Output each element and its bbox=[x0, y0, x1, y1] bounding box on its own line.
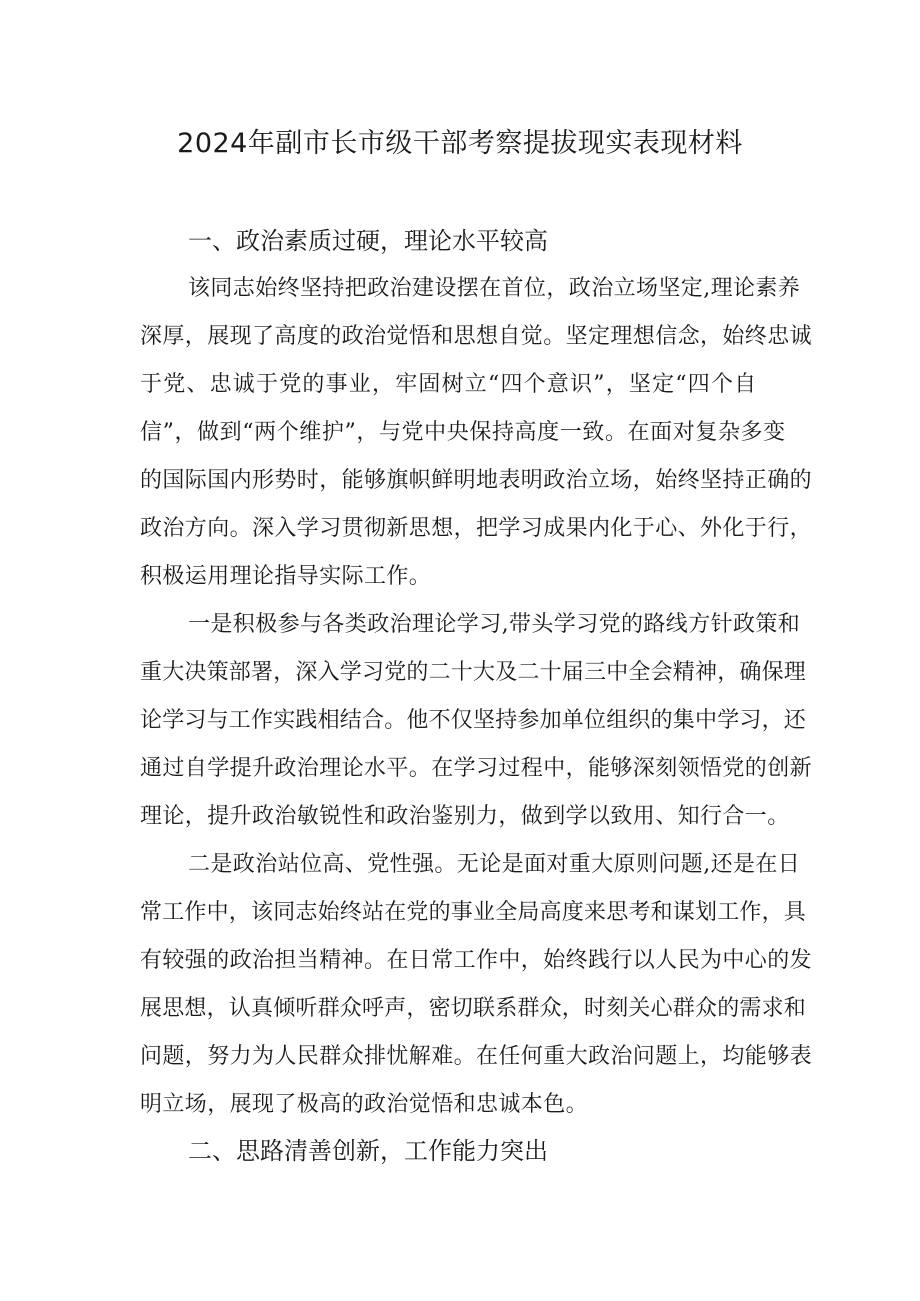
paragraph-line: 政治方向。深入学习贯彻新思想，把学习成果内化于心、外化于行， bbox=[140, 516, 813, 541]
paragraph-line: 明立场，展现了极高的政治觉悟和忠诚本色。 bbox=[140, 1092, 589, 1117]
paragraph-line: 常工作中，该同志始终站在党的事业全局高度来思考和谋划工作，具 bbox=[140, 900, 807, 925]
document-title: 2024年副市长市级干部考察提拔现实表现材料 bbox=[177, 128, 743, 159]
paragraph-line: 二是政治站位高、党性强。无论是面对重大原则问题,还是在日 bbox=[188, 852, 801, 877]
paragraph-line: 展思想，认真倾听群众呼声，密切联系群众，时刻关心群众的需求和 bbox=[140, 996, 807, 1021]
paragraph-line: 通过自学提升政治理论水平。在学习过程中，能够深刻领悟党的创新 bbox=[140, 756, 813, 781]
paragraph-line: 积极运用理论指导实际工作。 bbox=[140, 564, 432, 589]
paragraph-line: 该同志始终坚持把政治建设摆在首位，政治立场坚定,理论素养 bbox=[188, 276, 801, 301]
paragraph-line: 有较强的政治担当精神。在日常工作中，始终践行以人民为中心的发 bbox=[140, 948, 813, 973]
paragraph-line: 论学习与工作实践相结合。他不仅坚持参加单位组织的集中学习，还 bbox=[140, 708, 807, 733]
section-heading-2: 二、思路清善创新，工作能力突出 bbox=[188, 1137, 548, 1165]
paragraph-line: 理论，提升政治敏锐性和政治鉴别力，做到学以致用、知行合一。 bbox=[140, 804, 790, 829]
paragraph-line: 的国际国内形势时，能够旗帜鲜明地表明政治立场，始终坚持正确的 bbox=[140, 468, 813, 493]
section-heading-1: 一、政治素质过硬，理论水平较高 bbox=[188, 227, 548, 255]
paragraph-line: 一是积极参与各类政治理论学习,带头学习党的路线方针政策和 bbox=[188, 612, 801, 637]
paragraph-line: 重大决策部署，深入学习党的二十大及二十届三中全会精神，确保理 bbox=[140, 660, 807, 685]
paragraph-line: 信”，做到“两个维护”，与党中央保持高度一致。在面对复杂多变 bbox=[140, 420, 786, 445]
paragraph-line: 于党、忠诚于党的事业，牢固树立“四个意识”，坚定“四个自 bbox=[140, 372, 758, 397]
paragraph-line: 深厚，展现了高度的政治觉悟和思想自觉。坚定理想信念，始终忠诚 bbox=[140, 324, 813, 349]
paragraph-line: 问题，努力为人民群众排忧解难。在任何重大政治问题上，均能够表 bbox=[140, 1044, 813, 1069]
